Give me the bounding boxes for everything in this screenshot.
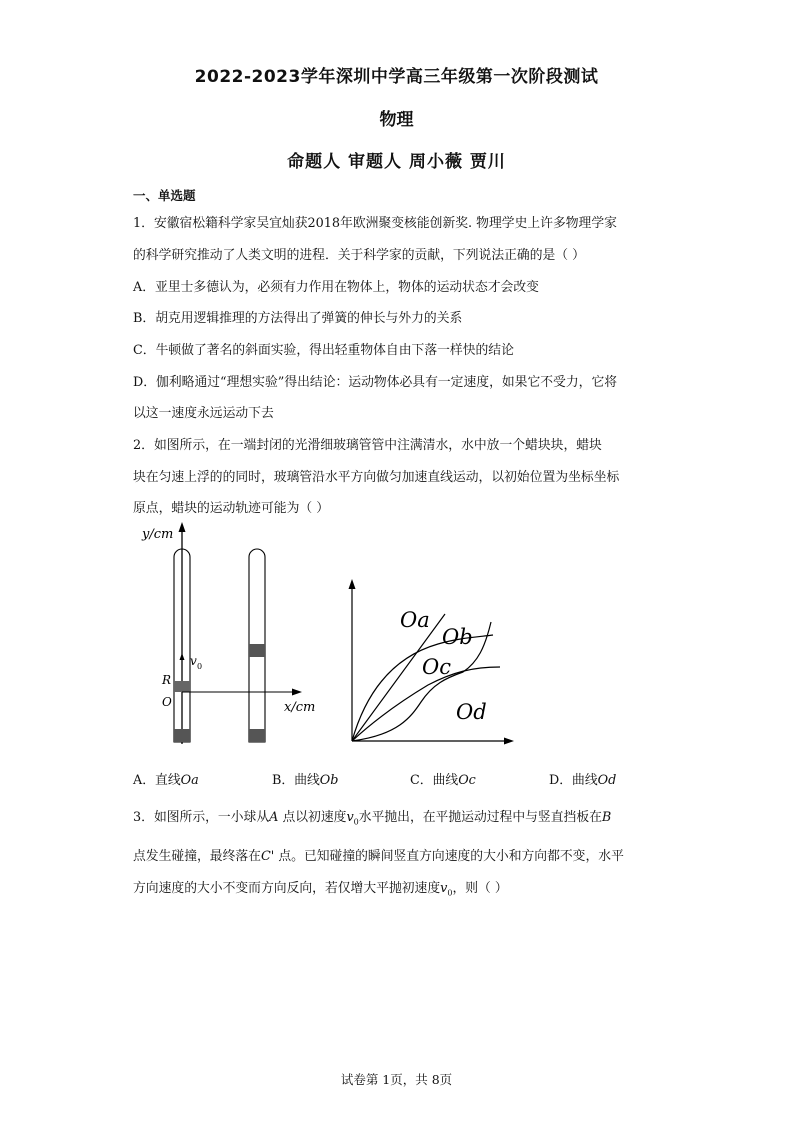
q1-stem-line2: 的科学研究推动了人类文明的进程．关于科学家的贡献，下列说法正确的是（ ） <box>133 248 585 263</box>
q3-stem-line2 <box>133 845 624 864</box>
section-single-choice: 一、单选题 <box>133 188 196 203</box>
q3-l1-v0-sub: 0 <box>353 817 359 827</box>
q2-option-b-math: Ob <box>319 773 339 788</box>
q3-l3-text-a: 方向速度的大小不变而方向反向，若仅增大平抛初速度 <box>133 881 441 896</box>
q2-option-c-math: Oc <box>458 773 476 788</box>
q2-option-a <box>133 769 199 788</box>
page-footer: 试卷第 1页，共 8页 <box>340 1072 453 1087</box>
velocity-label: v <box>190 654 197 668</box>
label-oc: Oc <box>422 655 451 679</box>
tube2-wax-block-top <box>249 644 265 657</box>
q3-l1-text-a: 3．如图所示，一小球从 <box>133 810 270 825</box>
q1-option-c: C．牛顿做了著名的斜面实验，得出轻重物体自由下落一样快的结论 <box>133 343 514 358</box>
q1-option-b: B．胡克用逻辑推理的方法得出了弹簧的伸长与外力的关系 <box>133 311 463 326</box>
q2-option-b-text: B．曲线 <box>272 773 320 788</box>
q3-stem-line1 <box>133 806 611 827</box>
q3-l3-text-b: ，则（ ） <box>452 881 508 896</box>
q3-l3-v0-sub: 0 <box>447 888 453 898</box>
x-axis-label: x/cm <box>284 700 316 715</box>
tube2-wax-block-bottom <box>249 729 265 742</box>
point-o-label: O <box>162 695 172 709</box>
label-oa: Oa <box>400 608 430 632</box>
q1-option-a: A．亚里士多德认为，必须有力作用在物体上，物体的运动状态才会改变 <box>133 280 539 295</box>
q3-l1-v0: v <box>346 810 354 825</box>
q3-l1-point-b: B <box>601 810 612 825</box>
subject-title: 物理 <box>379 110 414 130</box>
q3-stem-line3 <box>133 877 508 898</box>
q1-option-d-line1: D．伽利略通过“理想实验”得出结论：运动物体必具有一定速度，如果它不受力，它将 <box>133 375 618 390</box>
q2-option-b <box>272 769 338 788</box>
q3-l1-text-b: 点以初速度 <box>278 810 347 825</box>
q2-option-d-text: D．曲线 <box>549 773 598 788</box>
graph-x-axis-arrow <box>504 738 514 745</box>
tube1-wax-block-top <box>174 681 190 692</box>
q2-option-a-text: A．直线 <box>133 773 181 788</box>
velocity-subscript: 0 <box>197 662 203 671</box>
graph-y-axis-arrow <box>349 579 356 589</box>
q3-l1-point-a: A <box>269 810 279 825</box>
x-axis-arrow <box>292 689 302 696</box>
q2-option-c-text: C．曲线 <box>410 773 459 788</box>
authors-line: 命题人 审题人 周小薇 贾川 <box>287 152 506 172</box>
exam-title: 2022-2023学年深圳中学高三年级第一次阶段测试 <box>194 67 599 87</box>
q2-stem-line3: 原点，蜡块的运动轨迹可能为（ ） <box>133 501 330 516</box>
q3-l2-text-b: ' 点。已知碰撞的瞬间竖直方向速度的大小和方向都不变，水平 <box>270 849 624 864</box>
label-od: Od <box>456 700 487 724</box>
q2-stem-line1: 2．如图所示，在一端封闭的光滑细玻璃管管中注满清水，水中放一个蜡块块，蜡块 <box>133 438 602 453</box>
q3-l2-point-c: C <box>260 849 271 864</box>
q3-l3-v0: v <box>440 881 448 896</box>
q1-option-d-line2: 以这一速度永远运动下去 <box>133 406 274 421</box>
tube1-wax-block-bottom <box>174 729 190 742</box>
q2-option-d <box>549 769 616 788</box>
label-ob: Ob <box>442 625 473 649</box>
q3-l2-text-a: 点发生碰撞，最终落在 <box>133 849 261 864</box>
q2-stem-line2: 块在匀速上浮的的同时，玻璃管沿水平方向做匀加速直线运动，以初始位置为坐标坐标 <box>133 470 620 485</box>
q3-l1-text-c: 水平抛出，在平抛运动过程中与竖直挡板在 <box>358 810 602 825</box>
q2-option-a-math: Oa <box>180 773 199 788</box>
velocity-arrowhead <box>180 653 185 660</box>
q2-figure <box>128 522 528 752</box>
y-axis-arrow <box>179 522 186 532</box>
point-r-label: R <box>162 673 172 687</box>
q2-option-c <box>410 769 476 788</box>
q2-option-d-math: Od <box>597 773 617 788</box>
y-axis-label: y/cm <box>142 527 174 542</box>
q1-stem-line1: 1．安徽宿松籍科学家吴宜灿获2018年欧洲聚变核能创新奖. 物理学史上许多物理学家 <box>133 216 617 231</box>
